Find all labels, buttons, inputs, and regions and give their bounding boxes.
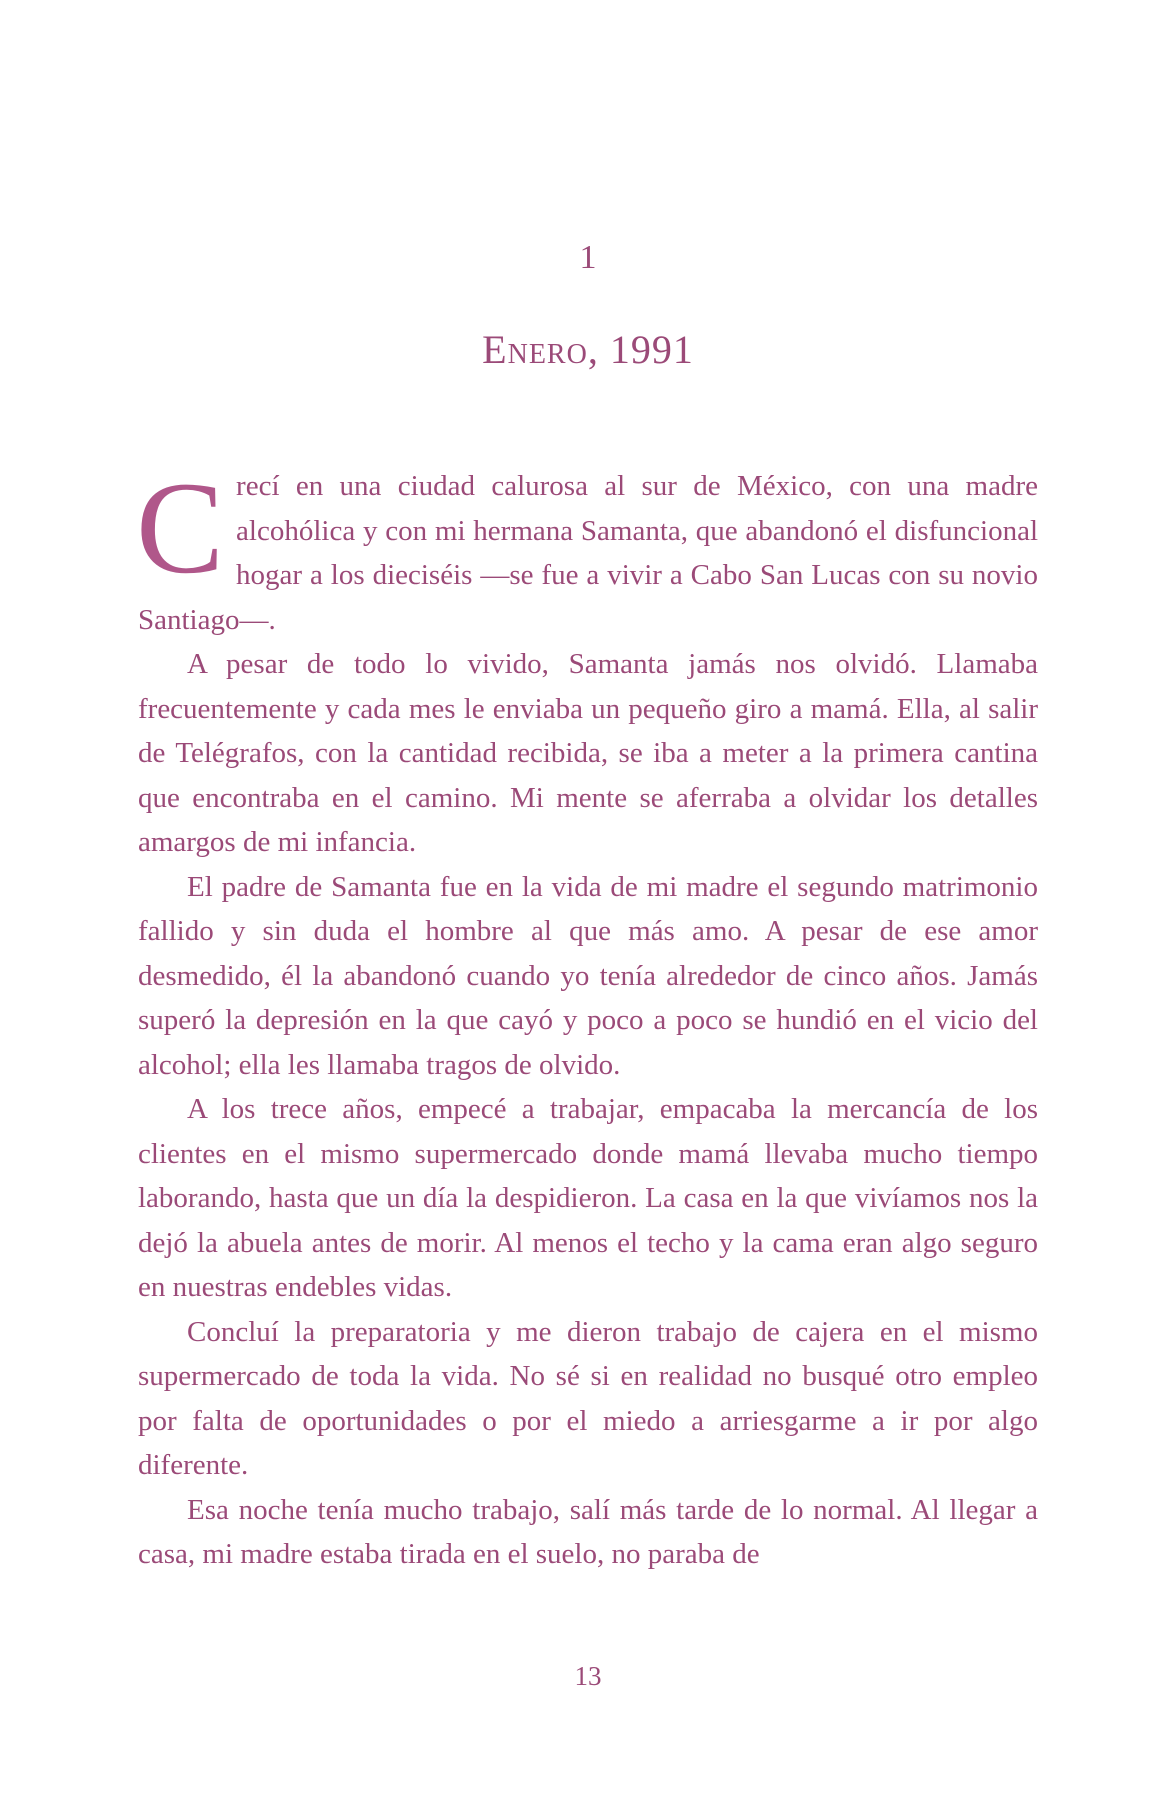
body-text	[136, 454, 1038, 1577]
paragraph-3: El padre de Samanta fue en la vida de mi madre el segundo matrimonio fallido y sin duda el hombre al que más amo. A pesar de ese amor desmedido, él la abandonó cuando yo tenía alrededor de cinco años. Jamás superó la depresión en la que cayó y poco a poco se hundió en el vicio del alcohol; ella les llamaba tragos de olvido.	[138, 870, 1038, 1081]
paragraph-5: Concluí la preparatoria y me dieron trabajo de cajera en el mismo supermercado de toda la vida. No sé si en realidad no busqué otro empleo por falta de oportunidades o por el miedo a arriesgarme a ir por algo diferente.	[138, 1315, 1038, 1481]
page-number: 13	[574, 1661, 602, 1691]
drop-cap: C	[136, 454, 225, 601]
chapter-number: 1	[579, 239, 597, 276]
chapter-title: Enero, 1991	[482, 327, 694, 372]
paragraph-2: A pesar de todo lo vivido, Samanta jamás nos olvidó. Llamaba frecuentemente y cada mes le enviaba un pequeño giro a mamá. Ella, al salir de Telégrafos, con la cantidad recibida, se iba a meter a la primera cantina que encontraba en el camino. Mi mente se aferraba a olvidar los detalles amargos de mi infancia.	[138, 648, 1038, 858]
paragraph-4: A los trece años, empecé a trabajar, empacaba la mercancía de los clientes en el mismo supermercado donde mamá llevaba mucho tiempo laborando, hasta que un día la despidieron. La casa en la que vivíamos nos la dejó la abuela antes de morir. Al menos el techo y la cama eran algo seguro en nuestras endebles vidas.	[138, 1093, 1038, 1303]
paragraph-1-text: recí en una ciudad calurosa al sur de México, con una madre alcohólica y con mi hermana Samanta, que abandonó el disfuncional hogar a los dieciséis —se fue a vivir a Cabo San Lucas con su novio Santiago—.	[138, 470, 1038, 636]
paragraph-1	[136, 454, 1038, 642]
paragraph-6: Esa noche tenía mucho trabajo, salí más tarde de lo normal. Al llegar a casa, mi madre estaba tirada en el suelo, no paraba de	[138, 1493, 1038, 1570]
